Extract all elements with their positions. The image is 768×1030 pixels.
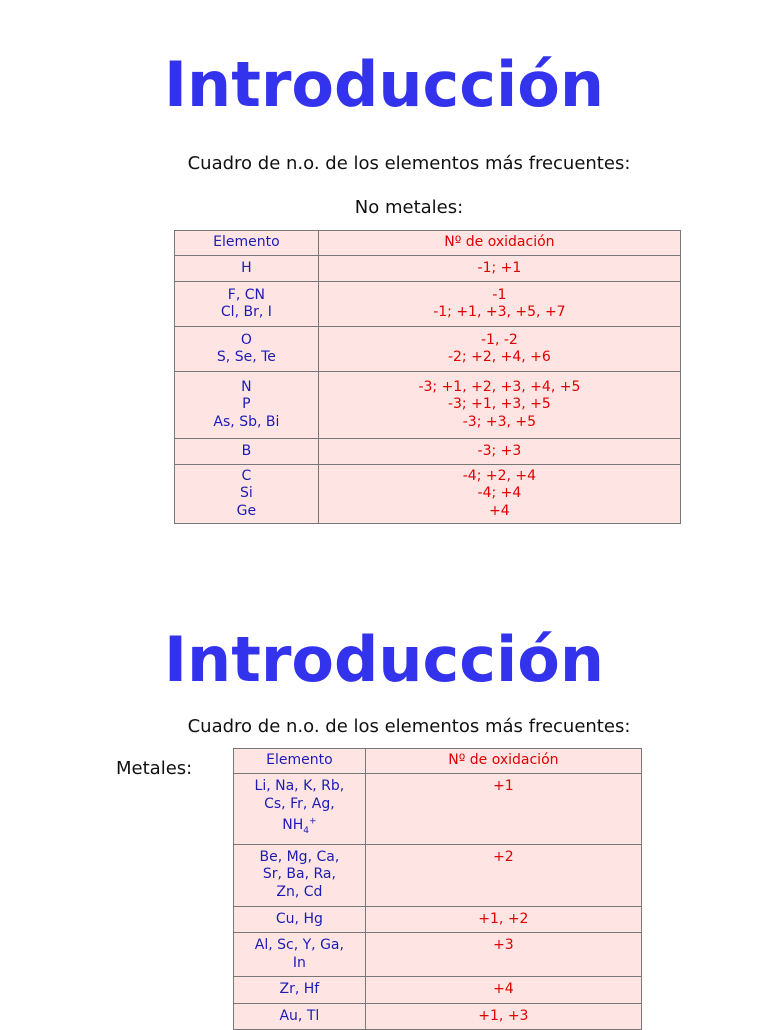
oxidation-cell: -1, -2 -2; +2, +4, +6 <box>318 327 680 372</box>
slide2-title: Introducción <box>163 623 605 696</box>
element-cell: Be, Mg, Ca, Sr, Ba, Ra, Zn, Cd <box>234 844 366 906</box>
oxidation-cell: -3; +3 <box>318 439 680 465</box>
element-cell: C Si Ge <box>175 465 319 524</box>
element-cell: O S, Se, Te <box>175 327 319 372</box>
oxidation-cell: -1 -1; +1, +3, +5, +7 <box>318 282 680 327</box>
table-row <box>175 439 681 465</box>
metals-table <box>233 748 642 1030</box>
table-row <box>175 256 681 282</box>
column-header-oxidation: Nº de oxidación <box>365 749 641 774</box>
oxidation-cell: +1, +3 <box>365 1003 641 1030</box>
oxidation-cell: -4; +2, +4 -4; +4 +4 <box>318 465 680 524</box>
nonmetals-table <box>174 230 681 524</box>
oxidation-cell: +1 <box>365 774 641 845</box>
oxidation-cell: +3 <box>365 933 641 977</box>
element-cell <box>234 774 366 845</box>
table-header-row <box>175 231 681 256</box>
element-cell: Au, Tl <box>234 1003 366 1030</box>
element-cell: Al, Sc, Y, Ga, In <box>234 933 366 977</box>
table-row <box>234 774 642 845</box>
slide2-section-label: Metales: <box>116 758 193 779</box>
oxidation-cell: +1, +2 <box>365 906 641 933</box>
oxidation-cell: +4 <box>365 977 641 1004</box>
element-cell: Zr, Hf <box>234 977 366 1004</box>
table-row <box>234 844 642 906</box>
table-row <box>175 465 681 524</box>
table-row <box>234 1003 642 1030</box>
table-row <box>234 906 642 933</box>
ammonium-formula: $NH_4^+$ <box>282 816 317 836</box>
element-cell: N P As, Sb, Bi <box>175 372 319 439</box>
element-cell: B <box>175 439 319 465</box>
slide1-section-label: No metales: <box>354 197 464 218</box>
table-row <box>175 372 681 439</box>
column-header-oxidation: Nº de oxidación <box>318 231 680 256</box>
table-row <box>175 282 681 327</box>
element-cell: F, CN Cl, Br, I <box>175 282 319 327</box>
slide1-title: Introducción <box>163 48 605 121</box>
slide1-subtitle: Cuadro de n.o. de los elementos más frecuentes: <box>187 153 631 174</box>
oxidation-cell: +2 <box>365 844 641 906</box>
element-list: Li, Na, K, Rb, Cs, Fr, Ag, <box>254 778 345 812</box>
table-row <box>234 933 642 977</box>
column-header-element: Elemento <box>234 749 366 774</box>
element-cell: Cu, Hg <box>234 906 366 933</box>
column-header-element: Elemento <box>175 231 319 256</box>
oxidation-cell: -1; +1 <box>318 256 680 282</box>
slide2-subtitle: Cuadro de n.o. de los elementos más frecuentes: <box>187 716 631 737</box>
table-row <box>175 327 681 372</box>
table-header-row <box>234 749 642 774</box>
element-cell: H <box>175 256 319 282</box>
table-row <box>234 977 642 1004</box>
oxidation-cell: -3; +1, +2, +3, +4, +5 -3; +1, +3, +5 -3; +3, +5 <box>318 372 680 439</box>
